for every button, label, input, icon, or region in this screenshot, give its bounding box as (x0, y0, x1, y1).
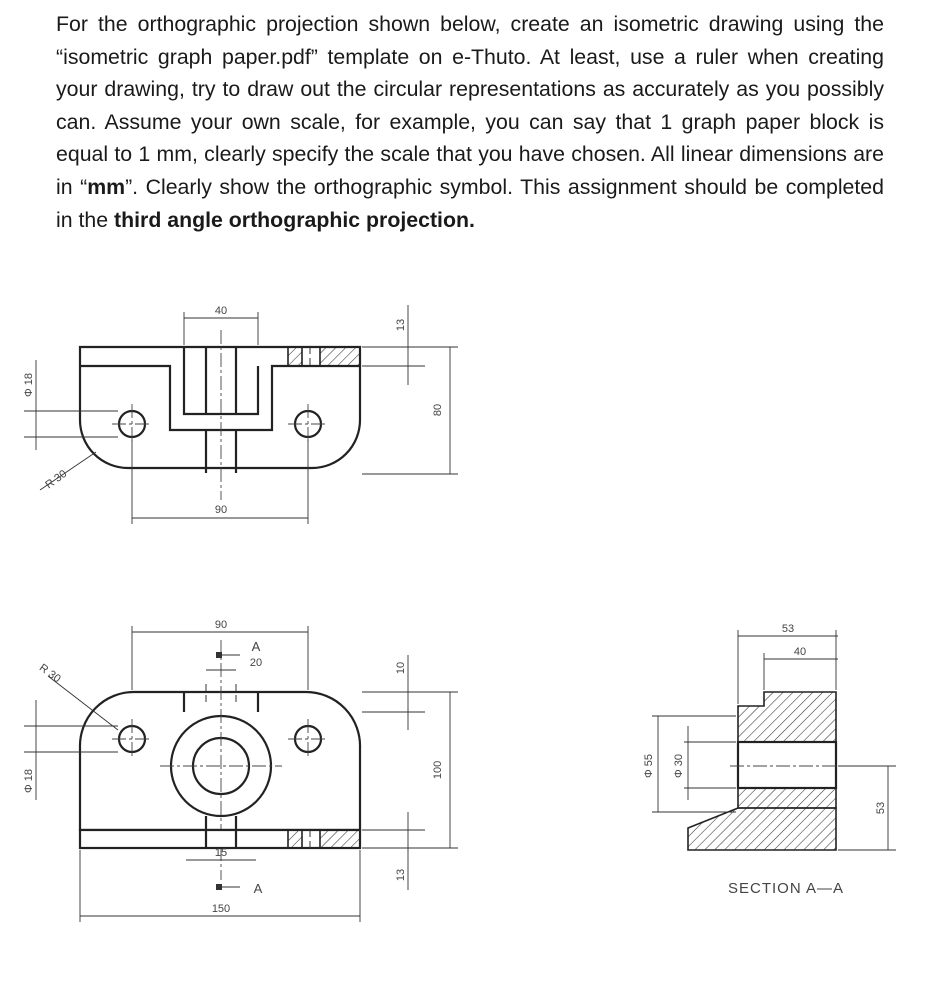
dim-top-height: 80 (432, 403, 444, 417)
top-hatch-b (320, 347, 360, 366)
dim-front-top-gap: 10 (395, 661, 407, 675)
top-view (23, 305, 458, 524)
section-caption: SECTION A—A (727, 880, 845, 897)
instructions-part2: ”. Clearly show the orthographic symbol. This assignment should be completed in the (56, 174, 884, 232)
section-view (643, 623, 896, 897)
section-arrow-bottom (216, 884, 222, 890)
dim-section-bore-outer: Φ 55 (643, 753, 655, 779)
section-upper-block (738, 692, 836, 742)
front-hatch-b (320, 830, 360, 848)
top-view-slot (80, 366, 360, 430)
dim-front-base: 13 (395, 868, 407, 882)
section-lower-block (738, 788, 836, 808)
section-bore-void (738, 742, 836, 788)
instructions-part1: For the orthographic projection shown below, create an isometric drawing using the “isometric graph paper.pdf” template on e-Thuto. At least, use a ruler when creating your drawing, try to draw out the circular representations as accurately as you possibly can. Assume your own scale, for example, you can say that 1 graph paper block is equal to 1 mm, clearly specify the scale that you have chosen. All linear dimensions are in “ (56, 12, 884, 199)
front-view (23, 619, 458, 922)
dim-top-hole-dia: Φ 18 (23, 372, 35, 398)
instructions-unit: mm (87, 174, 126, 199)
front-view-outline (80, 692, 360, 830)
dim-front-slot: 20 (249, 657, 263, 669)
leader-line (48, 676, 118, 730)
section-arrow-top (216, 652, 222, 658)
dim-top-hole-spacing: 90 (214, 504, 228, 516)
dim-front-radius: R 30 (36, 661, 63, 686)
dim-front-hole-dia: Φ 18 (23, 768, 35, 794)
dim-front-hole-spacing: 90 (214, 619, 228, 631)
dim-section-bore-inner: Φ 30 (673, 753, 685, 779)
dim-front-small: 15 (214, 847, 228, 859)
dim-section-height: 53 (875, 801, 887, 815)
front-hatch-a (288, 830, 302, 848)
section-mark-top: A (251, 639, 261, 654)
dim-top-width: 40 (214, 305, 228, 317)
front-base (80, 830, 360, 848)
section-mark-bottom: A (253, 881, 263, 896)
dim-front-overall: 150 (211, 903, 231, 915)
dim-section-depth: 53 (781, 623, 795, 635)
dim-top-flange: 13 (395, 318, 407, 332)
dim-section-inner: 40 (793, 646, 807, 658)
dim-top-radius: R 30 (43, 467, 70, 492)
section-base (688, 808, 836, 850)
dim-front-height: 100 (432, 760, 444, 780)
instructions-emphasis: third angle orthographic projection. (114, 207, 475, 232)
top-hatch-a (288, 347, 302, 366)
